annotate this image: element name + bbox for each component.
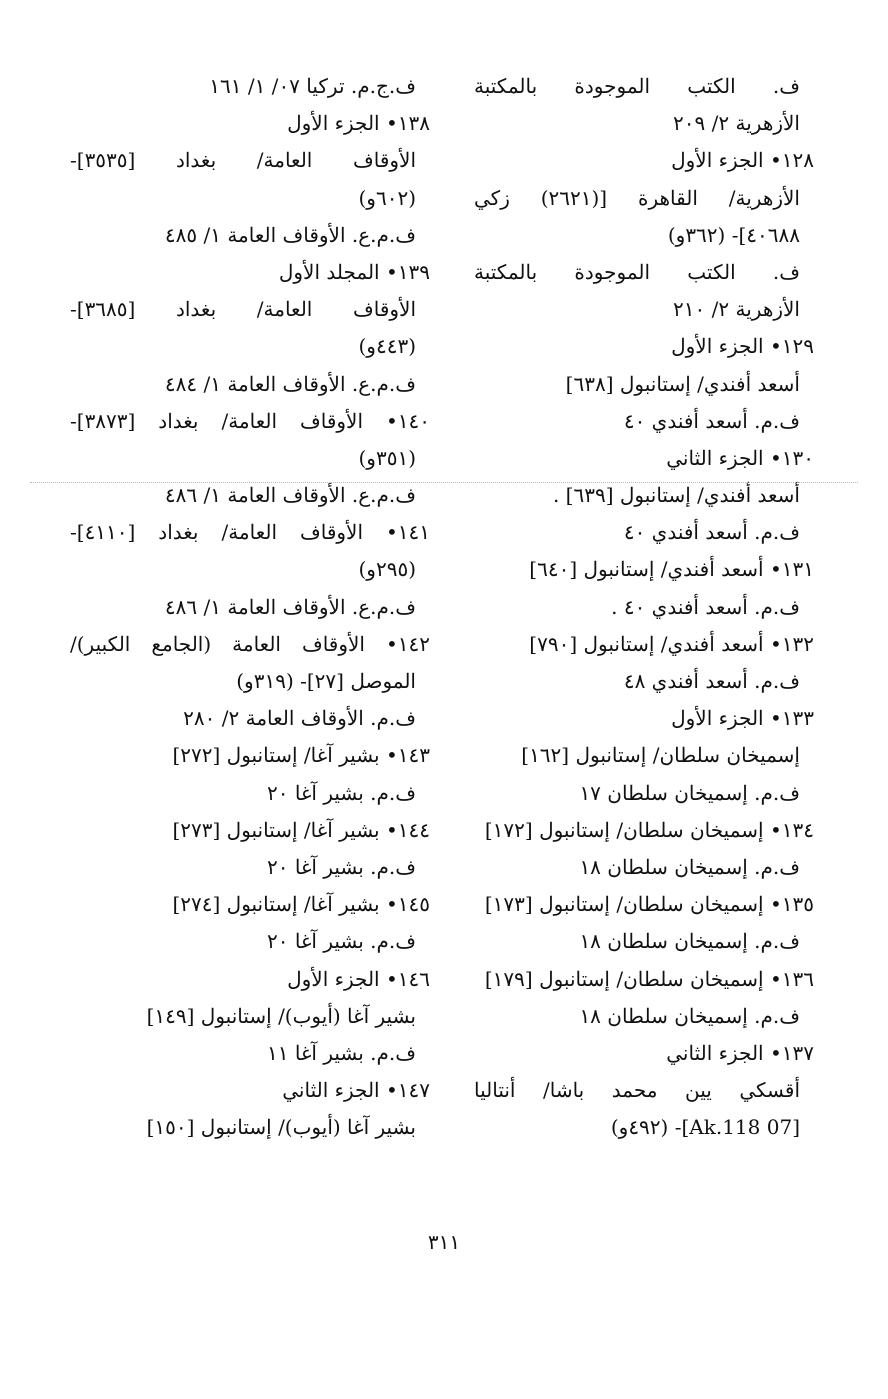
left-column-line: ف.م.ع. الأوقاف العامة ١/ ٤٨٦ xyxy=(164,594,416,619)
right-column-line: ١٣٣• الجزء الأول xyxy=(671,706,814,731)
right-column-line: ف. الكتب الموجودة بالمكتبة xyxy=(474,259,800,284)
left-column-line: ف.م. بشير آغا ١١ xyxy=(267,1040,416,1065)
left-column-line: ف.م. بشير آغا ٢٠ xyxy=(267,929,416,954)
right-column-line: ١٣٥• إسميخان سلطان/ إستانبول [١٧٣] xyxy=(484,892,814,917)
left-column-line: ١٤٠• الأوقاف العامة/ بغداد [٣٨٧٣]- xyxy=(70,408,430,433)
left-column-line: ١٤٣• بشير آغا/ إستانبول [٢٧٢] xyxy=(172,743,430,768)
left-column-line: ١٤٥• بشير آغا/ إستانبول [٢٧٤] xyxy=(172,892,430,917)
left-column-line: ف.م. بشير آغا ٢٠ xyxy=(267,780,416,805)
left-column-line: الأوقاف العامة/ بغداد [٣٦٨٥]- xyxy=(70,297,416,322)
left-column-line: ١٤٧• الجزء الثاني xyxy=(282,1078,430,1103)
right-column-line: ١٢٨• الجزء الأول xyxy=(671,148,814,173)
right-column-line: أقسكي يين محمد باشا/ أنتاليا xyxy=(474,1078,800,1103)
left-column-line: ١٤٦• الجزء الأول xyxy=(287,966,430,991)
right-column-line: ١٢٩• الجزء الأول xyxy=(671,334,814,359)
right-column-line: ف.م. إسميخان سلطان ١٨ xyxy=(579,854,800,879)
left-column-line: بشير آغا (أيوب)/ إستانبول [١٤٩] xyxy=(146,1003,416,1028)
right-column-line: ف.م. إسميخان سلطان ١٨ xyxy=(579,929,800,954)
right-column-line: ١٣٤• إسميخان سلطان/ إستانبول [١٧٢] xyxy=(484,817,814,842)
right-column-line: ١٣٦• إسميخان سلطان/ إستانبول [١٧٩] xyxy=(484,966,814,991)
left-column-line: الموصل [٢٧]- (٣١٩و) xyxy=(236,669,416,693)
left-column-line: ف.م.ع. الأوقاف العامة ١/ ٤٨٥ xyxy=(164,222,416,247)
right-column-line: ف.م. أسعد أفندي ٤٠ xyxy=(623,408,800,433)
left-column-line: (٤٤٣و) xyxy=(358,334,416,359)
left-column-line: (٣٥١و) xyxy=(358,445,416,470)
right-column-line: الأزهرية/ القاهرة [(٢٦٢١) زكي xyxy=(474,185,800,210)
left-column-line: الأوقاف العامة/ بغداد [٣٥٣٥]- xyxy=(70,148,416,173)
left-column-line: ف.م. الأوقاف العامة ٢/ ٢٨٠ xyxy=(183,706,416,731)
right-column-line: الأزهرية ٢/ ٢٠٩ xyxy=(673,111,800,136)
right-column-line: ف.م. أسعد أفندي ٤٨ xyxy=(623,669,800,693)
right-column-line: أسعد أفندي/ إستانبول [٦٣٨] xyxy=(565,371,800,396)
right-column-line: الأزهرية ٢/ ٢١٠ xyxy=(673,297,800,322)
right-column-line: ف. الكتب الموجودة بالمكتبة xyxy=(474,74,800,98)
left-column-line: (٢٩٥و) xyxy=(358,557,416,582)
left-column-line: ١٤٢• الأوقاف العامة (الجامع الكبير)/ xyxy=(70,631,430,656)
left-column-line: بشير آغا (أيوب)/ إستانبول [١٥٠] xyxy=(146,1115,416,1140)
right-column-line: ف.م. إسميخان سلطان ١٨ xyxy=(579,1003,800,1028)
left-column-line: ف.م. بشير آغا ٢٠ xyxy=(267,854,416,879)
right-column-line: ٤٠٦٨٨]- (٣٦٢و) xyxy=(667,222,800,247)
left-column-line: ١٤١• الأوقاف العامة/ بغداد [٤١١٠]- xyxy=(70,520,430,545)
right-column-line: ف.م. أسعد أفندي ٤٠ xyxy=(623,520,800,545)
right-column xyxy=(474,68,814,1146)
right-column-line: إسميخان سلطان/ إستانبول [١٦٢] xyxy=(521,743,800,768)
left-column-line: ف.م.ع. الأوقاف العامة ١/ ٤٨٦ xyxy=(164,483,416,508)
right-column-line: ١٣٧• الجزء الثاني xyxy=(666,1040,814,1065)
left-column-line: ١٣٨• الجزء الأول xyxy=(287,111,430,136)
right-column-line: أسعد أفندي/ إستانبول [٦٣٩] . xyxy=(552,483,800,508)
left-column xyxy=(70,68,430,1146)
page-number: ٣١١ xyxy=(427,1230,461,1254)
left-column-line: ف.م.ع. الأوقاف العامة ١/ ٤٨٤ xyxy=(164,371,416,396)
right-column-line: ف.م. إسميخان سلطان ١٧ xyxy=(579,780,800,805)
left-column-line: ١٣٩• المجلد الأول xyxy=(278,259,430,284)
right-column-line: [07 Ak.118]- (٤٩٢و) xyxy=(610,1115,800,1140)
left-column-line: (٦٠٢و) xyxy=(358,185,416,210)
right-column-line: ١٣١• أسعد أفندي/ إستانبول [٦٤٠] xyxy=(529,557,814,582)
right-column-line: ف.م. أسعد أفندي ٤٠ . xyxy=(611,594,800,619)
left-column-line: ف.ج.م. تركيا ٠٧/ ١/ ١٦١ xyxy=(209,74,416,98)
right-column-line: ١٣٠• الجزء الثاني xyxy=(666,445,814,470)
right-column-line: ١٣٢• أسعد أفندي/ إستانبول [٧٩٠] xyxy=(529,631,814,656)
scan-divider-line xyxy=(30,482,858,483)
left-column-line: ١٤٤• بشير آغا/ إستانبول [٢٧٣] xyxy=(172,817,430,842)
